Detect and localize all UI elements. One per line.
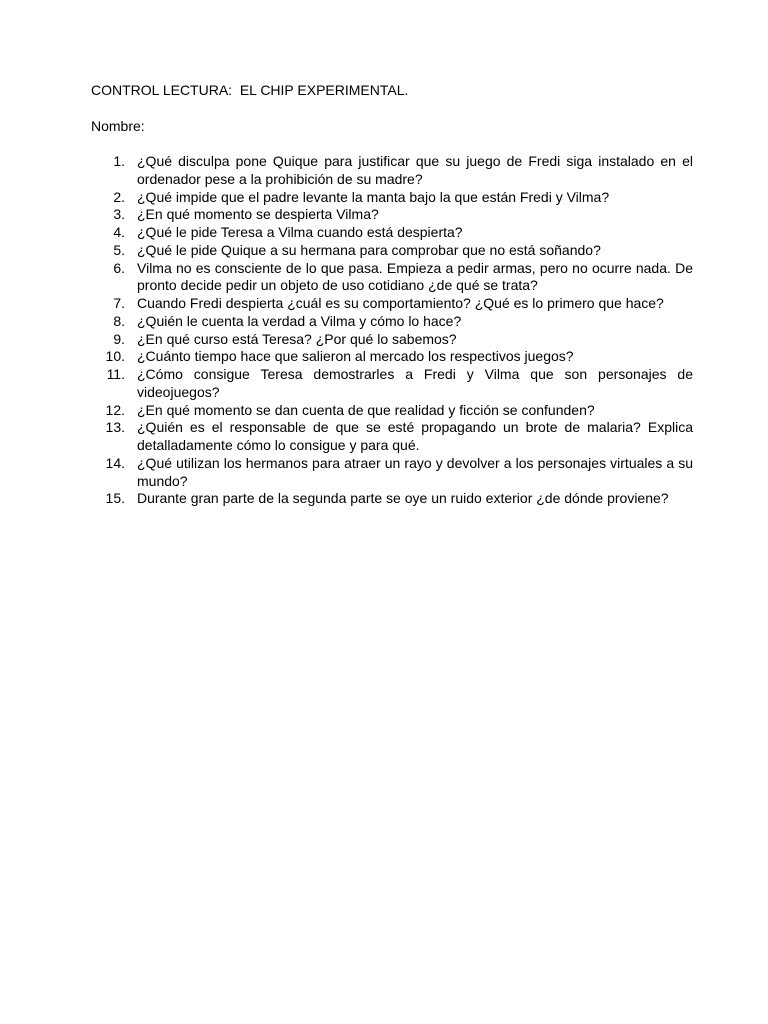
question-text: ¿Qué le pide Teresa a Vilma cuando está despierta?	[137, 224, 463, 240]
question-list	[91, 153, 693, 508]
question-item	[91, 206, 693, 224]
question-number: 6.	[113, 259, 125, 276]
question-text: ¿Qué impide que el padre levante la manta bajo la que están Fredi y Vilma?	[137, 188, 610, 205]
question-item	[91, 366, 693, 402]
question-text: ¿Quién le cuenta la verdad a Vilma y cómo lo hace?	[137, 312, 462, 329]
question-text: ¿Quién es el responsable de que se esté propagando un brote de malaria? Explica detalladamente cómo lo consigue y para qué.	[137, 419, 693, 453]
question-text: Durante gran parte de la segunda parte se oye un ruido exterior ¿de dónde proviene?	[137, 490, 669, 507]
question-number: 15.	[105, 490, 125, 507]
question-item	[91, 402, 693, 420]
question-item	[91, 313, 693, 331]
question-text: ¿En qué momento se dan cuenta de que realidad y ficción se confunden?	[137, 401, 595, 418]
question-item	[91, 419, 693, 455]
question-number: 3.	[113, 206, 125, 223]
question-item	[91, 242, 693, 260]
question-item	[91, 260, 693, 296]
question-number: 5.	[113, 241, 125, 258]
question-item	[91, 224, 693, 242]
name-label: Nombre:	[91, 118, 145, 134]
question-text: ¿Cómo consigue Teresa demostrarles a Fredi y Vilma que son personajes de videojuegos?	[137, 366, 693, 400]
question-text: ¿En qué momento se despierta Vilma?	[137, 206, 379, 223]
question-number: 2.	[113, 188, 125, 205]
question-number: 4.	[113, 224, 125, 240]
question-text: ¿Cuánto tiempo hace que salieron al mercado los respectivos juegos?	[137, 348, 574, 365]
document-title: CONTROL LECTURA: EL CHIP EXPERIMENTAL.	[91, 82, 409, 98]
question-text: Cuando Fredi despierta ¿cuál es su comportamiento? ¿Qué es lo primero que hace?	[137, 295, 664, 311]
question-text: Vilma no es consciente de lo que pasa. Empieza a pedir armas, pero no ocurre nada. De pronto decide pedir un objeto de uso cotidiano ¿de qué se trata?	[137, 259, 693, 294]
question-item	[91, 348, 693, 366]
question-text: ¿Qué disculpa pone Quique para justificar que su juego de Fredi siga instalado en el ordenador pese a la prohibición de su madre?	[137, 153, 693, 187]
question-item	[91, 490, 693, 508]
question-item	[91, 331, 693, 349]
question-number: 11.	[106, 366, 125, 382]
question-item	[91, 189, 693, 207]
question-item	[91, 295, 693, 313]
question-text: ¿En qué curso está Teresa? ¿Por qué lo sabemos?	[137, 330, 457, 347]
question-item	[91, 455, 693, 491]
question-number: 12.	[105, 401, 125, 418]
question-item	[91, 153, 693, 189]
question-text: ¿Qué le pide Quique a su hermana para comprobar que no está soñando?	[137, 241, 601, 258]
question-number: 10.	[105, 348, 125, 365]
question-number: 14.	[105, 454, 125, 471]
question-text: ¿Qué utilizan los hermanos para atraer un rayo y devolver a los personajes virtuales a su mundo?	[137, 454, 693, 489]
question-number: 7.	[113, 295, 125, 311]
question-number: 1.	[113, 153, 125, 169]
question-number: 9.	[113, 330, 125, 347]
question-number: 13.	[105, 419, 125, 436]
question-number: 8.	[113, 312, 125, 329]
